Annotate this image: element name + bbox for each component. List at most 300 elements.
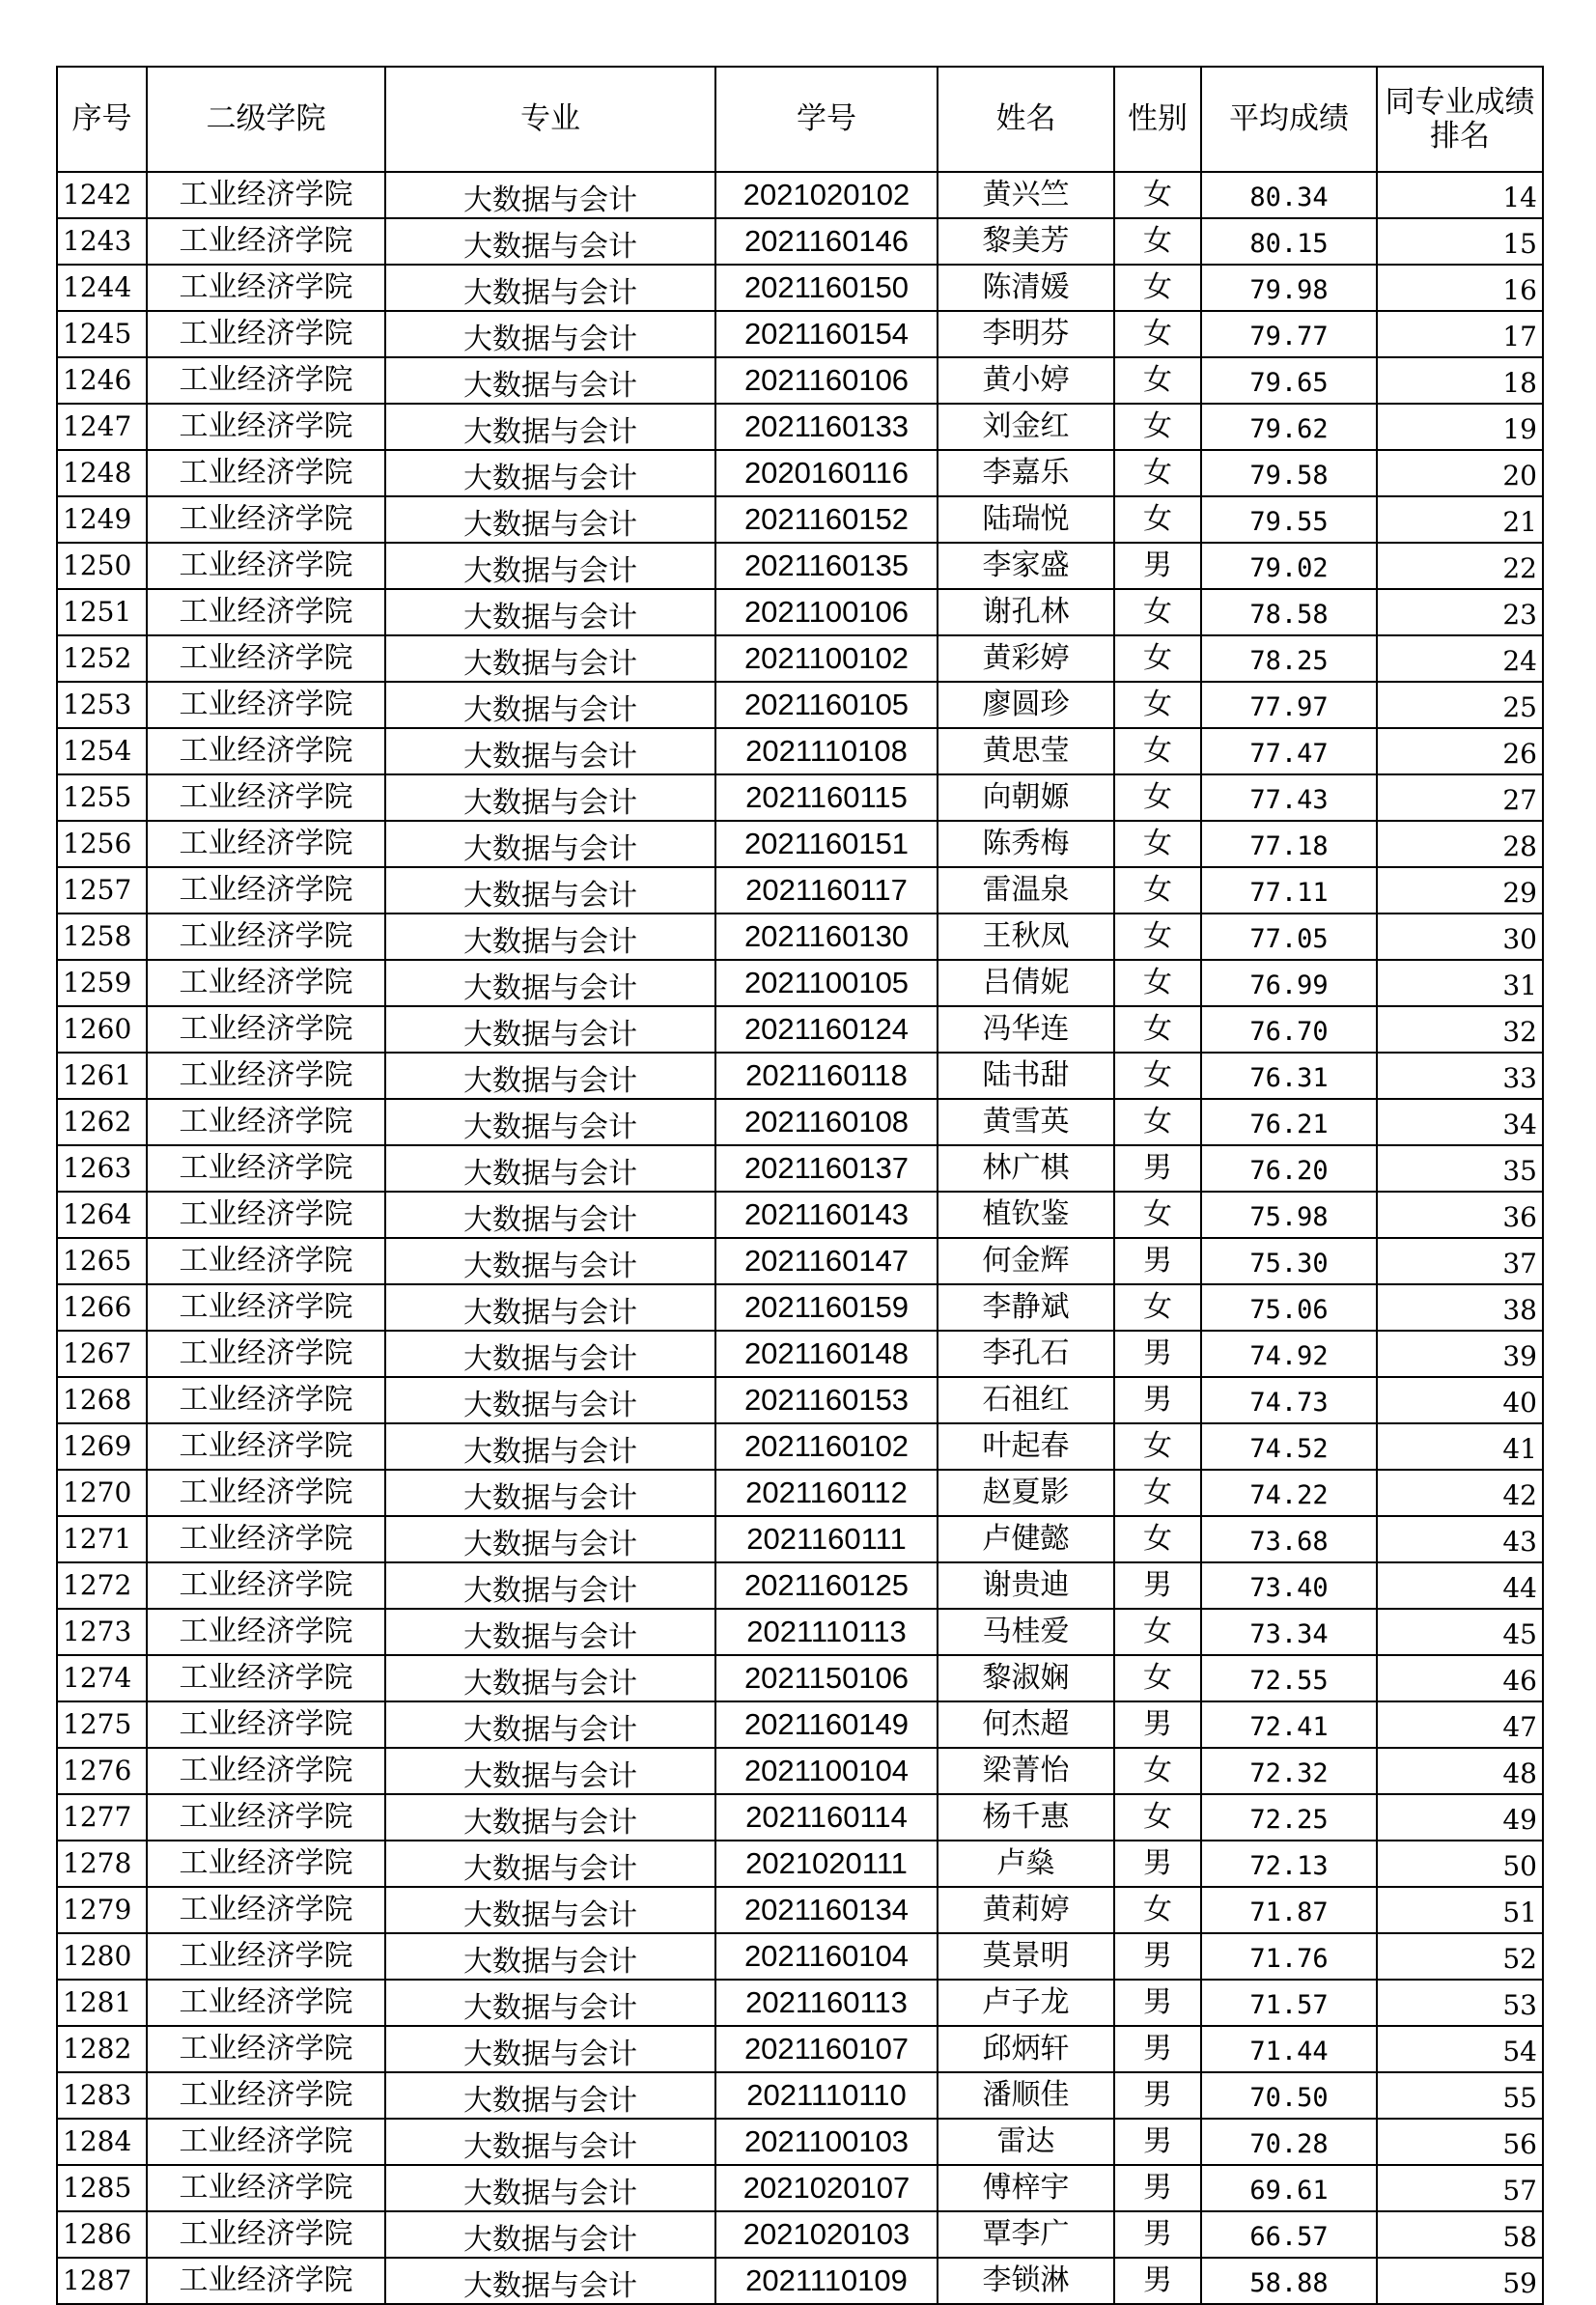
- cell-seq: 1245: [57, 311, 147, 357]
- cell-avg-score: 77.43: [1201, 774, 1377, 821]
- table-row: [57, 1470, 1543, 1516]
- cell-college: 工业经济学院: [147, 1655, 385, 1701]
- cell-major: 大数据与会计: [385, 1887, 715, 1933]
- cell-major: 大数据与会计: [385, 1423, 715, 1470]
- table-row: [57, 1933, 1543, 1980]
- cell-gender: 女: [1114, 404, 1201, 450]
- cell-gender: 男: [1114, 2026, 1201, 2072]
- cell-student-id: 2021160135: [715, 543, 938, 589]
- cell-seq: 1284: [57, 2119, 147, 2165]
- cell-student-id: 2021160137: [715, 1145, 938, 1192]
- cell-seq: 1252: [57, 635, 147, 682]
- cell-college: 工业经济学院: [147, 1887, 385, 1933]
- cell-name: 覃李广: [938, 2211, 1114, 2258]
- cell-major-rank: 30: [1377, 914, 1543, 960]
- cell-name: 邱炳轩: [938, 2026, 1114, 2072]
- cell-college: 工业经济学院: [147, 172, 385, 218]
- cell-seq: 1246: [57, 357, 147, 404]
- cell-student-id: 2021160150: [715, 265, 938, 311]
- header-name: 姓名: [938, 67, 1114, 172]
- cell-major: 大数据与会计: [385, 1701, 715, 1748]
- table-row: [57, 960, 1543, 1006]
- cell-major-rank: 53: [1377, 1980, 1543, 2026]
- cell-name: 吕倩妮: [938, 960, 1114, 1006]
- cell-student-id: 2021160125: [715, 1562, 938, 1609]
- cell-college: 工业经济学院: [147, 1562, 385, 1609]
- cell-seq: 1283: [57, 2072, 147, 2119]
- table-row: [57, 1192, 1543, 1238]
- cell-name: 李明芬: [938, 311, 1114, 357]
- cell-major-rank: 21: [1377, 496, 1543, 543]
- table-row: [57, 914, 1543, 960]
- cell-name: 冯华连: [938, 1006, 1114, 1053]
- cell-student-id: 2020160116: [715, 450, 938, 496]
- cell-college: 工业经济学院: [147, 496, 385, 543]
- cell-major: 大数据与会计: [385, 682, 715, 728]
- cell-major: 大数据与会计: [385, 2165, 715, 2211]
- cell-avg-score: 77.18: [1201, 821, 1377, 867]
- cell-gender: 男: [1114, 1331, 1201, 1377]
- cell-avg-score: 76.99: [1201, 960, 1377, 1006]
- cell-student-id: 2021020111: [715, 1841, 938, 1887]
- cell-student-id: 2021160104: [715, 1933, 938, 1980]
- cell-student-id: 2021100103: [715, 2119, 938, 2165]
- cell-major-rank: 32: [1377, 1006, 1543, 1053]
- table-row: [57, 1006, 1543, 1053]
- cell-major: 大数据与会计: [385, 1933, 715, 1980]
- cell-student-id: 2021160118: [715, 1053, 938, 1099]
- cell-name: 李嘉乐: [938, 450, 1114, 496]
- cell-student-id: 2021110110: [715, 2072, 938, 2119]
- cell-name: 潘顺佳: [938, 2072, 1114, 2119]
- cell-gender: 女: [1114, 1887, 1201, 1933]
- cell-major: 大数据与会计: [385, 2211, 715, 2258]
- cell-avg-score: 78.25: [1201, 635, 1377, 682]
- cell-college: 工业经济学院: [147, 311, 385, 357]
- cell-avg-score: 66.57: [1201, 2211, 1377, 2258]
- cell-major-rank: 37: [1377, 1238, 1543, 1284]
- cell-major-rank: 41: [1377, 1423, 1543, 1470]
- cell-seq: 1247: [57, 404, 147, 450]
- cell-major: 大数据与会计: [385, 1145, 715, 1192]
- table-row: [57, 1980, 1543, 2026]
- cell-major-rank: 46: [1377, 1655, 1543, 1701]
- cell-name: 黄小婷: [938, 357, 1114, 404]
- table-row: [57, 311, 1543, 357]
- cell-major-rank: 23: [1377, 589, 1543, 635]
- cell-seq: 1254: [57, 728, 147, 774]
- cell-college: 工业经济学院: [147, 1423, 385, 1470]
- cell-seq: 1267: [57, 1331, 147, 1377]
- cell-major-rank: 16: [1377, 265, 1543, 311]
- cell-major-rank: 22: [1377, 543, 1543, 589]
- cell-student-id: 2021160112: [715, 1470, 938, 1516]
- cell-college: 工业经济学院: [147, 1284, 385, 1331]
- cell-gender: 女: [1114, 589, 1201, 635]
- cell-major: 大数据与会计: [385, 2258, 715, 2304]
- table-row: [57, 265, 1543, 311]
- cell-gender: 女: [1114, 728, 1201, 774]
- table-row: [57, 450, 1543, 496]
- cell-gender: 女: [1114, 1655, 1201, 1701]
- cell-student-id: 2021160148: [715, 1331, 938, 1377]
- cell-college: 工业经济学院: [147, 635, 385, 682]
- cell-college: 工业经济学院: [147, 2165, 385, 2211]
- cell-student-id: 2021110108: [715, 728, 938, 774]
- cell-name: 雷温泉: [938, 867, 1114, 914]
- cell-name: 廖圆珍: [938, 682, 1114, 728]
- cell-gender: 女: [1114, 682, 1201, 728]
- cell-name: 傅梓宇: [938, 2165, 1114, 2211]
- cell-name: 黎美芳: [938, 218, 1114, 265]
- cell-gender: 男: [1114, 2211, 1201, 2258]
- table-row: [57, 404, 1543, 450]
- cell-major-rank: 56: [1377, 2119, 1543, 2165]
- cell-major: 大数据与会计: [385, 960, 715, 1006]
- cell-major-rank: 20: [1377, 450, 1543, 496]
- cell-seq: 1279: [57, 1887, 147, 1933]
- cell-seq: 1243: [57, 218, 147, 265]
- cell-gender: 女: [1114, 960, 1201, 1006]
- cell-college: 工业经济学院: [147, 1516, 385, 1562]
- cell-major-rank: 18: [1377, 357, 1543, 404]
- table-row: [57, 496, 1543, 543]
- cell-avg-score: 75.30: [1201, 1238, 1377, 1284]
- cell-major-rank: 43: [1377, 1516, 1543, 1562]
- cell-gender: 男: [1114, 2072, 1201, 2119]
- cell-major: 大数据与会计: [385, 404, 715, 450]
- cell-avg-score: 72.55: [1201, 1655, 1377, 1701]
- table-row: [57, 543, 1543, 589]
- cell-name: 莫景明: [938, 1933, 1114, 1980]
- cell-avg-score: 71.44: [1201, 2026, 1377, 2072]
- table-row: [57, 635, 1543, 682]
- cell-name: 陈清媛: [938, 265, 1114, 311]
- cell-gender: 女: [1114, 218, 1201, 265]
- cell-major-rank: 36: [1377, 1192, 1543, 1238]
- table-row: [57, 1516, 1543, 1562]
- cell-college: 工业经济学院: [147, 404, 385, 450]
- cell-major: 大数据与会计: [385, 867, 715, 914]
- table-header: [57, 67, 1543, 172]
- cell-gender: 女: [1114, 1609, 1201, 1655]
- cell-avg-score: 72.32: [1201, 1748, 1377, 1794]
- cell-name: 何金辉: [938, 1238, 1114, 1284]
- cell-seq: 1272: [57, 1562, 147, 1609]
- cell-college: 工业经济学院: [147, 543, 385, 589]
- cell-student-id: 2021160147: [715, 1238, 938, 1284]
- cell-name: 谢孔林: [938, 589, 1114, 635]
- cell-avg-score: 74.92: [1201, 1331, 1377, 1377]
- header-major: 专业: [385, 67, 715, 172]
- cell-major: 大数据与会计: [385, 774, 715, 821]
- cell-college: 工业经济学院: [147, 1377, 385, 1423]
- cell-gender: 女: [1114, 496, 1201, 543]
- cell-major: 大数据与会计: [385, 1099, 715, 1145]
- cell-avg-score: 73.40: [1201, 1562, 1377, 1609]
- cell-name: 梁菁怡: [938, 1748, 1114, 1794]
- cell-major: 大数据与会计: [385, 2119, 715, 2165]
- cell-avg-score: 79.55: [1201, 496, 1377, 543]
- cell-major-rank: 55: [1377, 2072, 1543, 2119]
- cell-major-rank: 40: [1377, 1377, 1543, 1423]
- cell-gender: 女: [1114, 172, 1201, 218]
- cell-major-rank: 19: [1377, 404, 1543, 450]
- cell-major-rank: 14: [1377, 172, 1543, 218]
- cell-student-id: 2021160111: [715, 1516, 938, 1562]
- table-row: [57, 867, 1543, 914]
- cell-avg-score: 77.97: [1201, 682, 1377, 728]
- header-seq: 序号: [57, 67, 147, 172]
- cell-avg-score: 70.50: [1201, 2072, 1377, 2119]
- cell-college: 工业经济学院: [147, 1701, 385, 1748]
- cell-avg-score: 73.34: [1201, 1609, 1377, 1655]
- cell-college: 工业经济学院: [147, 1470, 385, 1516]
- cell-major: 大数据与会计: [385, 1841, 715, 1887]
- cell-seq: 1275: [57, 1701, 147, 1748]
- cell-name: 林广棋: [938, 1145, 1114, 1192]
- cell-major: 大数据与会计: [385, 635, 715, 682]
- cell-major: 大数据与会计: [385, 357, 715, 404]
- cell-major: 大数据与会计: [385, 728, 715, 774]
- cell-gender: 男: [1114, 1980, 1201, 2026]
- cell-student-id: 2021160105: [715, 682, 938, 728]
- student-grade-table: [56, 66, 1544, 2305]
- cell-major-rank: 31: [1377, 960, 1543, 1006]
- cell-major: 大数据与会计: [385, 1562, 715, 1609]
- cell-seq: 1259: [57, 960, 147, 1006]
- cell-avg-score: 79.65: [1201, 357, 1377, 404]
- cell-avg-score: 70.28: [1201, 2119, 1377, 2165]
- cell-major-rank: 54: [1377, 2026, 1543, 2072]
- header-major-rank: 同专业成绩排名: [1377, 67, 1543, 172]
- cell-major-rank: 47: [1377, 1701, 1543, 1748]
- table-row: [57, 1841, 1543, 1887]
- cell-student-id: 2021160149: [715, 1701, 938, 1748]
- cell-avg-score: 79.77: [1201, 311, 1377, 357]
- cell-seq: 1281: [57, 1980, 147, 2026]
- cell-seq: 1258: [57, 914, 147, 960]
- cell-avg-score: 77.47: [1201, 728, 1377, 774]
- cell-name: 黄彩婷: [938, 635, 1114, 682]
- cell-college: 工业经济学院: [147, 682, 385, 728]
- cell-major-rank: 24: [1377, 635, 1543, 682]
- cell-gender: 男: [1114, 2119, 1201, 2165]
- cell-major: 大数据与会计: [385, 496, 715, 543]
- cell-gender: 男: [1114, 1562, 1201, 1609]
- table-row: [57, 2072, 1543, 2119]
- cell-seq: 1282: [57, 2026, 147, 2072]
- cell-college: 工业经济学院: [147, 1933, 385, 1980]
- cell-name: 雷达: [938, 2119, 1114, 2165]
- cell-gender: 男: [1114, 1841, 1201, 1887]
- cell-seq: 1260: [57, 1006, 147, 1053]
- cell-gender: 女: [1114, 1099, 1201, 1145]
- cell-gender: 女: [1114, 1470, 1201, 1516]
- table-row: [57, 1099, 1543, 1145]
- cell-avg-score: 79.98: [1201, 265, 1377, 311]
- table-row: [57, 2026, 1543, 2072]
- cell-major-rank: 58: [1377, 2211, 1543, 2258]
- cell-avg-score: 76.20: [1201, 1145, 1377, 1192]
- cell-major: 大数据与会计: [385, 311, 715, 357]
- cell-college: 工业经济学院: [147, 1053, 385, 1099]
- cell-seq: 1278: [57, 1841, 147, 1887]
- cell-seq: 1265: [57, 1238, 147, 1284]
- cell-major-rank: 35: [1377, 1145, 1543, 1192]
- cell-gender: 女: [1114, 450, 1201, 496]
- table-row: [57, 2165, 1543, 2211]
- table-row: [57, 1609, 1543, 1655]
- table-row: [57, 1748, 1543, 1794]
- cell-name: 赵夏影: [938, 1470, 1114, 1516]
- cell-name: 李锁淋: [938, 2258, 1114, 2304]
- cell-gender: 女: [1114, 1516, 1201, 1562]
- cell-name: 黄莉婷: [938, 1887, 1114, 1933]
- cell-gender: 女: [1114, 1192, 1201, 1238]
- cell-major: 大数据与会计: [385, 1006, 715, 1053]
- cell-college: 工业经济学院: [147, 2258, 385, 2304]
- cell-college: 工业经济学院: [147, 1980, 385, 2026]
- cell-name: 王秋凤: [938, 914, 1114, 960]
- cell-name: 谢贵迪: [938, 1562, 1114, 1609]
- cell-major: 大数据与会计: [385, 172, 715, 218]
- cell-major-rank: 26: [1377, 728, 1543, 774]
- cell-seq: 1255: [57, 774, 147, 821]
- table-row: [57, 589, 1543, 635]
- cell-major: 大数据与会计: [385, 1284, 715, 1331]
- cell-seq: 1266: [57, 1284, 147, 1331]
- cell-major: 大数据与会计: [385, 2026, 715, 2072]
- cell-name: 黎淑娴: [938, 1655, 1114, 1701]
- cell-major-rank: 29: [1377, 867, 1543, 914]
- cell-seq: 1250: [57, 543, 147, 589]
- cell-gender: 男: [1114, 1933, 1201, 1980]
- cell-major-rank: 27: [1377, 774, 1543, 821]
- cell-seq: 1261: [57, 1053, 147, 1099]
- cell-name: 陈秀梅: [938, 821, 1114, 867]
- table-row: [57, 682, 1543, 728]
- cell-major-rank: 48: [1377, 1748, 1543, 1794]
- table-row: [57, 1562, 1543, 1609]
- cell-student-id: 2021100105: [715, 960, 938, 1006]
- cell-major: 大数据与会计: [385, 1238, 715, 1284]
- cell-college: 工业经济学院: [147, 218, 385, 265]
- table-row: [57, 1701, 1543, 1748]
- cell-gender: 男: [1114, 2258, 1201, 2304]
- cell-name: 李静斌: [938, 1284, 1114, 1331]
- cell-gender: 男: [1114, 1377, 1201, 1423]
- cell-major: 大数据与会计: [385, 914, 715, 960]
- cell-avg-score: 72.41: [1201, 1701, 1377, 1748]
- cell-college: 工业经济学院: [147, 774, 385, 821]
- cell-name: 陆瑞悦: [938, 496, 1114, 543]
- cell-major: 大数据与会计: [385, 589, 715, 635]
- cell-seq: 1253: [57, 682, 147, 728]
- cell-avg-score: 71.57: [1201, 1980, 1377, 2026]
- cell-major-rank: 44: [1377, 1562, 1543, 1609]
- cell-name: 叶起春: [938, 1423, 1114, 1470]
- cell-seq: 1280: [57, 1933, 147, 1980]
- cell-major-rank: 25: [1377, 682, 1543, 728]
- cell-avg-score: 76.21: [1201, 1099, 1377, 1145]
- cell-student-id: 2021110109: [715, 2258, 938, 2304]
- header-avg-score: 平均成绩: [1201, 67, 1377, 172]
- cell-seq: 1287: [57, 2258, 147, 2304]
- cell-college: 工业经济学院: [147, 265, 385, 311]
- cell-name: 杨千惠: [938, 1794, 1114, 1841]
- cell-major-rank: 51: [1377, 1887, 1543, 1933]
- cell-student-id: 2021160146: [715, 218, 938, 265]
- cell-student-id: 2021160115: [715, 774, 938, 821]
- cell-major: 大数据与会计: [385, 543, 715, 589]
- cell-name: 刘金红: [938, 404, 1114, 450]
- cell-gender: 女: [1114, 821, 1201, 867]
- cell-gender: 男: [1114, 543, 1201, 589]
- cell-gender: 男: [1114, 1701, 1201, 1748]
- cell-avg-score: 58.88: [1201, 2258, 1377, 2304]
- cell-major-rank: 33: [1377, 1053, 1543, 1099]
- cell-major: 大数据与会计: [385, 1748, 715, 1794]
- cell-student-id: 2021150106: [715, 1655, 938, 1701]
- table-row: [57, 1331, 1543, 1377]
- cell-major-rank: 50: [1377, 1841, 1543, 1887]
- cell-college: 工业经济学院: [147, 1748, 385, 1794]
- cell-avg-score: 76.31: [1201, 1053, 1377, 1099]
- cell-college: 工业经济学院: [147, 450, 385, 496]
- cell-seq: 1270: [57, 1470, 147, 1516]
- cell-student-id: 2021160133: [715, 404, 938, 450]
- cell-seq: 1277: [57, 1794, 147, 1841]
- table-row: [57, 728, 1543, 774]
- cell-seq: 1273: [57, 1609, 147, 1655]
- cell-gender: 女: [1114, 635, 1201, 682]
- cell-avg-score: 72.13: [1201, 1841, 1377, 1887]
- cell-name: 石祖红: [938, 1377, 1114, 1423]
- cell-seq: 1269: [57, 1423, 147, 1470]
- cell-gender: 女: [1114, 311, 1201, 357]
- cell-college: 工业经济学院: [147, 960, 385, 1006]
- cell-gender: 女: [1114, 1748, 1201, 1794]
- cell-avg-score: 77.05: [1201, 914, 1377, 960]
- cell-name: 何杰超: [938, 1701, 1114, 1748]
- cell-seq: 1285: [57, 2165, 147, 2211]
- cell-seq: 1262: [57, 1099, 147, 1145]
- cell-avg-score: 74.22: [1201, 1470, 1377, 1516]
- cell-seq: 1276: [57, 1748, 147, 1794]
- cell-avg-score: 73.68: [1201, 1516, 1377, 1562]
- cell-college: 工业经济学院: [147, 1006, 385, 1053]
- cell-avg-score: 79.02: [1201, 543, 1377, 589]
- cell-gender: 女: [1114, 1794, 1201, 1841]
- cell-major-rank: 45: [1377, 1609, 1543, 1655]
- table-row: [57, 1145, 1543, 1192]
- cell-student-id: 2021020107: [715, 2165, 938, 2211]
- cell-major-rank: 49: [1377, 1794, 1543, 1841]
- cell-college: 工业经济学院: [147, 1099, 385, 1145]
- cell-college: 工业经济学院: [147, 1331, 385, 1377]
- cell-seq: 1271: [57, 1516, 147, 1562]
- cell-major: 大数据与会计: [385, 1655, 715, 1701]
- cell-college: 工业经济学院: [147, 728, 385, 774]
- cell-avg-score: 71.76: [1201, 1933, 1377, 1980]
- cell-major-rank: 59: [1377, 2258, 1543, 2304]
- cell-name: 卢子龙: [938, 1980, 1114, 2026]
- cell-seq: 1249: [57, 496, 147, 543]
- cell-college: 工业经济学院: [147, 2072, 385, 2119]
- cell-name: 向朝嫄: [938, 774, 1114, 821]
- cell-gender: 女: [1114, 1053, 1201, 1099]
